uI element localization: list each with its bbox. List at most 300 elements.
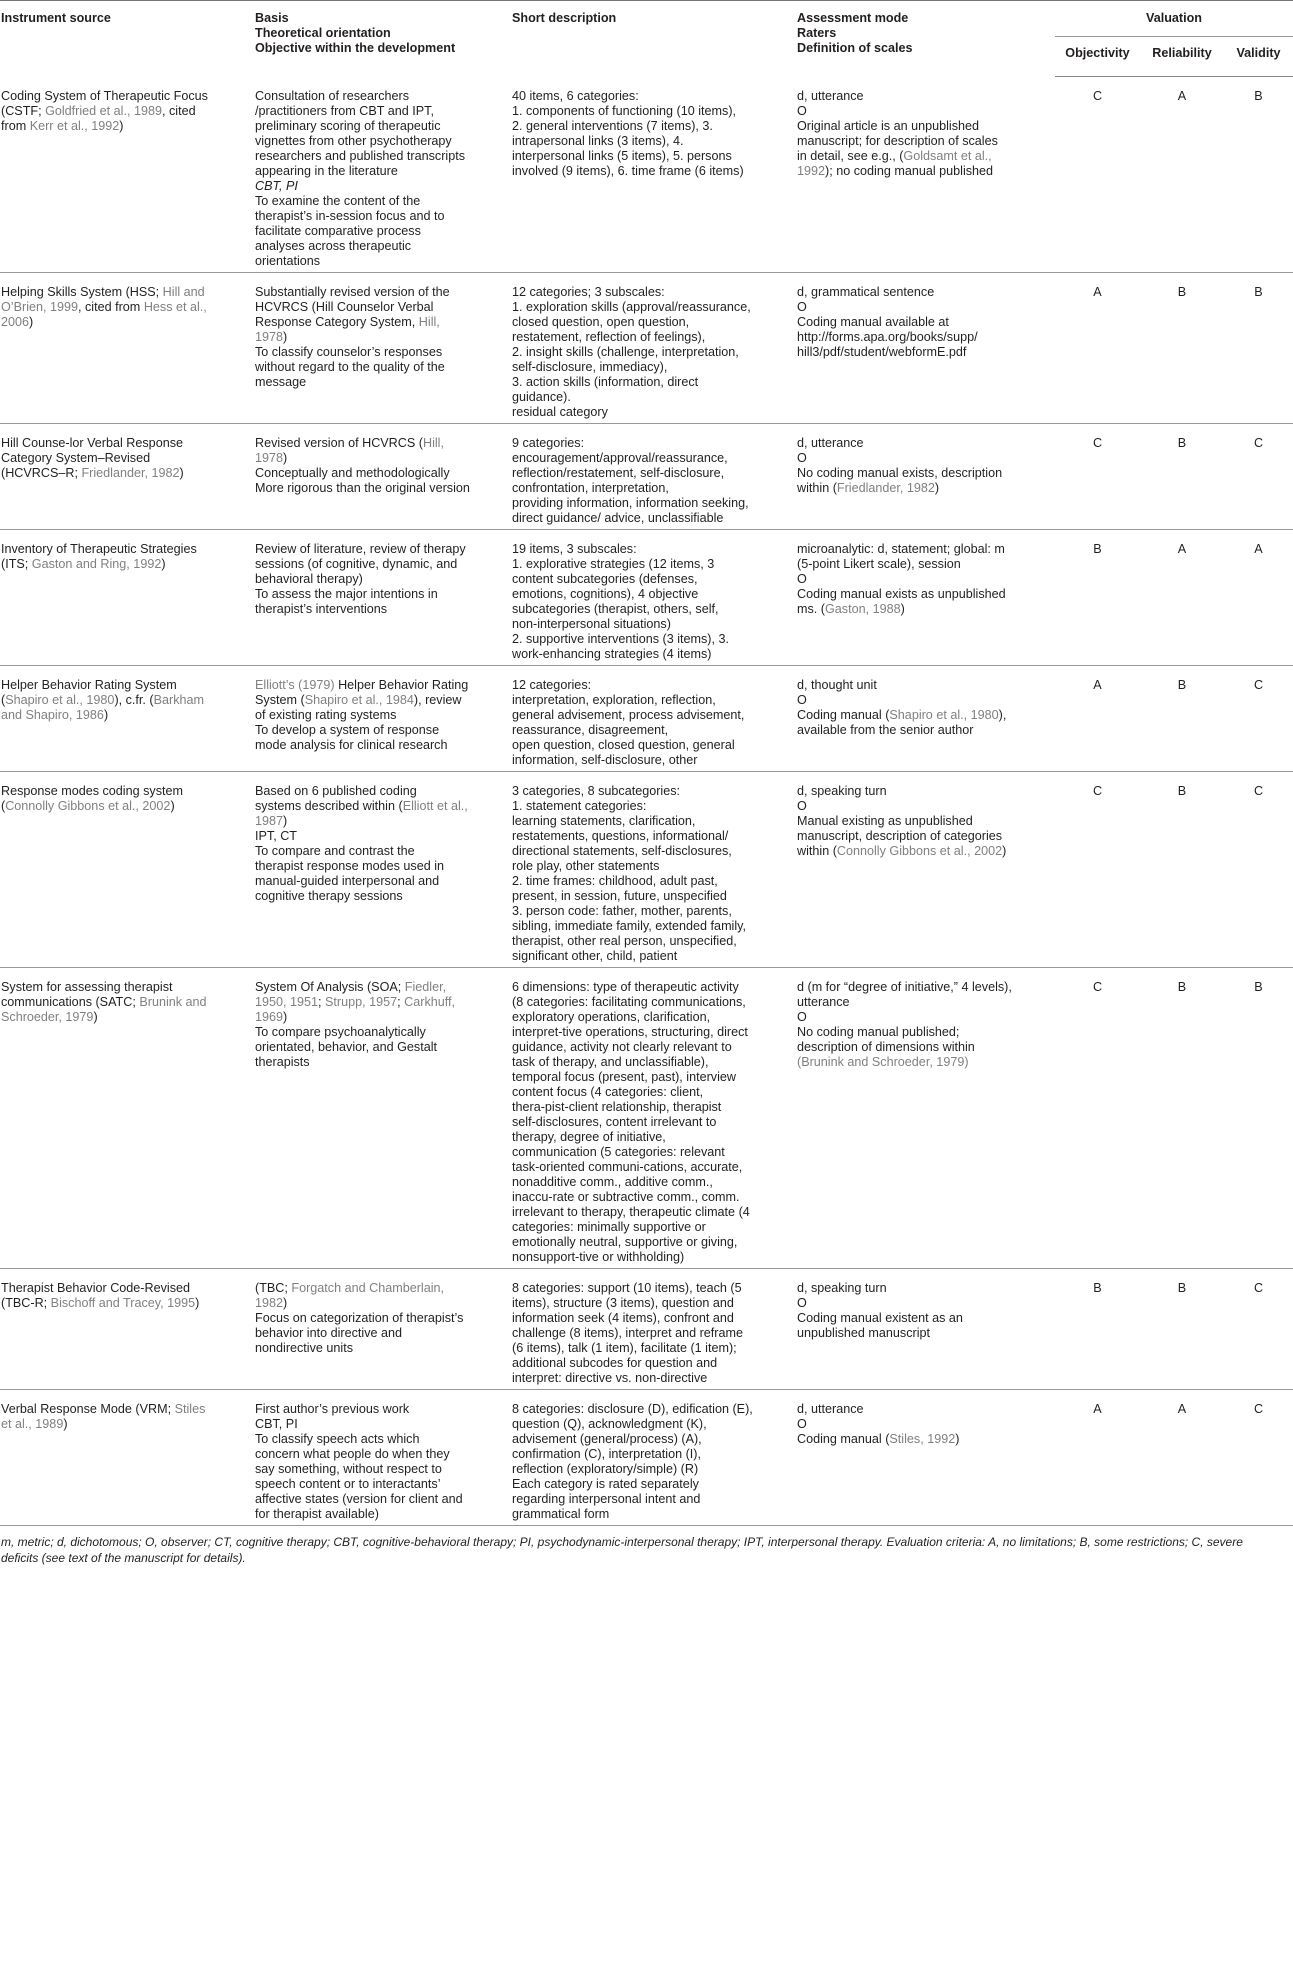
text-line: Each category is rated separately — [512, 1476, 699, 1491]
text-line — [797, 1326, 1045, 1341]
text-line — [797, 587, 1045, 602]
text-run: description of dimensions within — [797, 1039, 975, 1054]
text-line — [1, 1296, 241, 1311]
text-run: therapist response modes used in — [255, 858, 445, 873]
citation-link[interactable]: Strupp, 1957 — [325, 994, 398, 1009]
table-row — [0, 967, 1293, 1268]
text-run: O — [797, 1416, 807, 1431]
text-line — [1, 451, 241, 466]
text-line — [1, 1010, 241, 1025]
citation-link[interactable]: Hill and — [162, 284, 205, 299]
text-line: providing information, information seeking, — [512, 495, 749, 510]
text-line — [797, 330, 1045, 345]
text-run: Hill Counse-lor Verbal Response — [1, 435, 184, 450]
text-run: ) — [283, 450, 288, 465]
text-line: involved (9 items), 6. time frame (6 items) — [512, 163, 744, 178]
text-run: ) — [955, 1431, 960, 1446]
text-line — [1, 300, 241, 315]
text-line — [797, 164, 1045, 179]
text-run: ) — [934, 480, 940, 495]
text-run: Inventory of Therapeutic Strategies — [1, 541, 197, 556]
table-row — [0, 272, 1293, 423]
text-line: present, in session, future, unspecified — [512, 888, 727, 903]
citation-link[interactable]: Connolly Gibbons et al., 2002 — [5, 798, 171, 813]
col-header-validity: Validity — [1224, 37, 1293, 77]
text-line — [255, 784, 494, 799]
text-run: analyses across therapeutic — [255, 238, 412, 253]
citation-link[interactable]: Shapiro et al., 1980 — [889, 707, 999, 722]
text-line: challenge (8 items), interpret and reframe — [512, 1325, 743, 1340]
citation-link[interactable]: Goldsamt et al., — [903, 148, 992, 163]
text-line — [255, 194, 494, 209]
assessment-cell — [795, 665, 1055, 771]
assessment-cell — [795, 272, 1055, 423]
text-line: significant other, child, patient — [512, 948, 678, 963]
text-run: vignettes from other psychotherapy — [255, 133, 452, 148]
text-run: within ( — [797, 480, 837, 495]
col-header-assessment-mode: Assessment mode Raters Definition of scales — [795, 1, 1055, 77]
table-row — [0, 77, 1293, 273]
text-run: manual-guided interpersonal and — [255, 873, 440, 888]
text-line — [797, 784, 1045, 799]
text-run: concern what people do when they — [255, 1446, 450, 1461]
citation-link[interactable]: 1987 — [255, 813, 284, 828]
text-line: direct guidance/ advice, unclassifiable — [512, 510, 724, 525]
text-line — [255, 844, 494, 859]
objectivity-grade: C — [1055, 423, 1140, 529]
citation-link[interactable]: et al., 1989 — [1, 1416, 64, 1431]
text-line — [797, 814, 1045, 829]
text-run: message — [255, 374, 307, 389]
reliability-grade: B — [1140, 771, 1224, 967]
text-run: To classify speech acts which — [255, 1431, 420, 1446]
text-run: To develop a system of response — [255, 722, 440, 737]
text-run: orientations — [255, 253, 321, 268]
citation-link[interactable]: and Shapiro, 1986 — [1, 707, 104, 722]
text-run: , cited — [162, 103, 196, 118]
text-line: learning statements, clarification, — [512, 813, 696, 828]
text-run: Conceptually and methodologically — [255, 465, 450, 480]
objectivity-grade: A — [1055, 665, 1140, 771]
text-run: Manual existing as unpublished — [797, 813, 973, 828]
table-row — [0, 771, 1293, 967]
text-line: interpret-tive operations, structuring, direct — [512, 1024, 748, 1039]
text-run: O — [797, 1009, 807, 1024]
text-run: (HCVRCS–R; — [1, 465, 82, 480]
text-line — [255, 814, 494, 829]
text-line — [255, 995, 494, 1010]
text-line: 19 items, 3 subscales: — [512, 541, 637, 556]
text-line — [1, 1402, 241, 1417]
text-line: closed question, open question, — [512, 314, 690, 329]
reliability-grade: B — [1140, 423, 1224, 529]
text-line — [797, 1010, 1045, 1025]
text-line — [797, 134, 1045, 149]
text-line: work-enhancing strategies (4 items) — [512, 646, 712, 661]
text-line: communication (5 categories: relevant — [512, 1144, 725, 1159]
citation-link[interactable]: Elliott et al., — [402, 798, 468, 813]
text-line: advisement (general/process) (A), — [512, 1431, 702, 1446]
citation-link[interactable]: 1992 — [797, 163, 826, 178]
text-run: ) — [93, 1009, 98, 1024]
text-run: researchers and published transcripts — [255, 148, 466, 163]
text-run: O — [797, 571, 807, 586]
text-line: 9 categories: — [512, 435, 585, 450]
text-line: 2. supportive interventions (3 items), 3. — [512, 631, 729, 646]
text-run: preliminary scoring of therapeutic — [255, 118, 441, 133]
text-line — [1, 542, 241, 557]
text-line — [255, 738, 494, 753]
text-line — [255, 466, 494, 481]
text-line: self-disclosures, content irrelevant to — [512, 1114, 717, 1129]
text-line: therapist, other real person, unspecified, — [512, 933, 737, 948]
text-line — [255, 300, 494, 315]
citation-link[interactable]: Brunink and — [139, 994, 207, 1009]
text-run: ) — [283, 813, 288, 828]
text-line: 1. explorative strategies (12 items, 3 — [512, 556, 715, 571]
text-line — [255, 557, 494, 572]
text-line: therapy, degree of initiative, — [512, 1129, 666, 1144]
text-run: (ITS; — [1, 556, 32, 571]
text-line — [1, 119, 241, 134]
text-line — [797, 1432, 1045, 1447]
text-run: manuscript, description of categories — [797, 828, 1003, 843]
validity-grade: A — [1224, 529, 1293, 665]
instrument-cell — [0, 771, 253, 967]
text-line: role play, other statements — [512, 858, 660, 873]
citation-link[interactable]: Gaston, 1988 — [824, 601, 901, 616]
text-line: encouragement/approval/reassurance, — [512, 450, 728, 465]
validity-grade: C — [1224, 665, 1293, 771]
text-run: available from the senior author — [797, 722, 974, 737]
text-run: Response Category System, — [255, 314, 419, 329]
text-line — [1, 784, 241, 799]
table-row — [0, 1268, 1293, 1389]
text-line — [797, 89, 1045, 104]
text-run: O — [797, 1295, 807, 1310]
text-line — [797, 995, 1045, 1010]
citation-link[interactable]: Elliott’s (1979) — [255, 677, 335, 692]
citation-link[interactable]: Bischoff and Tracey, 1995 — [50, 1295, 196, 1310]
text-line — [797, 602, 1045, 617]
text-line — [255, 360, 494, 375]
text-line: grammatical form — [512, 1506, 610, 1521]
text-run: speech content or to interactants’ — [255, 1476, 441, 1491]
citation-link[interactable]: Hill, — [422, 435, 444, 450]
text-line — [1, 693, 241, 708]
text-run: appearing in the literature — [255, 163, 398, 178]
text-line — [1, 436, 241, 451]
text-run: ) — [179, 465, 184, 480]
citation-link[interactable]: Hess et al., — [143, 299, 207, 314]
citation-link[interactable]: 1982 — [255, 1295, 284, 1310]
citation-link[interactable]: Fiedler, — [404, 979, 447, 994]
text-run: To assess the major intentions in — [255, 586, 438, 601]
text-line — [255, 1462, 494, 1477]
text-run: /practitioners from CBT and IPT, — [255, 103, 434, 118]
text-line — [255, 330, 494, 345]
text-line — [797, 799, 1045, 814]
citation-link[interactable]: 1950, 1951 — [255, 994, 319, 1009]
text-run: affective states (version for client and — [255, 1491, 463, 1506]
reliability-grade: A — [1140, 529, 1224, 665]
text-run: Revised version of HCVRCS ( — [255, 435, 423, 450]
text-line — [797, 104, 1045, 119]
text-run: ), review — [413, 692, 462, 707]
citation-link[interactable]: 1969 — [255, 1009, 284, 1024]
reliability-grade: B — [1140, 967, 1224, 1268]
text-line: confirmation (C), interpretation (I), — [512, 1446, 701, 1461]
citation-link[interactable]: 1978 — [255, 329, 284, 344]
text-line: restatements, questions, informational/ — [512, 828, 729, 843]
citation-link[interactable]: Shapiro et al., 1984 — [304, 692, 414, 707]
text-run: Coding manual existent as an — [797, 1310, 963, 1325]
citation-link[interactable]: Friedlander, 1982 — [81, 465, 180, 480]
text-run: Verbal Response Mode (VRM; — [1, 1401, 175, 1416]
text-run: therapist’s interventions — [255, 601, 388, 616]
text-line — [797, 149, 1045, 164]
validity-grade: C — [1224, 1389, 1293, 1525]
text-line — [255, 345, 494, 360]
basis-cell — [253, 529, 510, 665]
text-line — [1, 557, 241, 572]
text-line — [255, 209, 494, 224]
text-line: restatement, reflection of feelings), — [512, 329, 706, 344]
table-footnote: m, metric; d, dichotomous; O, observer; CT, cognitive therapy; CBT, cognitive-behavioral therapy; PI, psychodynamic-interpersonal therapy; IPT, interpersonal therapy. Evaluation criteria: A, no limitations; B, some restrictions; C, severe deficits (see text of the manuscript for details). — [1, 1534, 1243, 1565]
text-run: d, grammatical sentence — [797, 284, 935, 299]
objectivity-grade: C — [1055, 967, 1140, 1268]
text-line: reflection/restatement, self-disclosure, — [512, 465, 725, 480]
text-line — [1, 89, 241, 104]
text-run: ; — [397, 994, 405, 1009]
citation-link[interactable]: Gaston and Ring, 1992 — [31, 556, 162, 571]
citation-link[interactable]: Stiles, 1992 — [889, 1431, 956, 1446]
text-line — [255, 1055, 494, 1070]
text-line: reflection (exploratory/simple) (R) — [512, 1461, 699, 1476]
text-line — [255, 436, 494, 451]
text-run: Review of literature, review of therapy — [255, 541, 466, 556]
text-line: subcategories (therapist, others, self, — [512, 601, 719, 616]
instrument-cell — [0, 665, 253, 771]
text-run: systems described within ( — [255, 798, 403, 813]
text-run: utterance — [797, 994, 850, 1009]
text-run: ); no coding manual published — [825, 163, 994, 178]
text-line — [797, 345, 1045, 360]
col-header-instrument-source: Instrument source — [0, 1, 253, 77]
citation-link[interactable]: Barkham — [153, 692, 205, 707]
text-line — [797, 1040, 1045, 1055]
text-line — [255, 723, 494, 738]
description-cell — [510, 665, 795, 771]
text-run: ), — [998, 707, 1007, 722]
text-run: unpublished manuscript — [797, 1325, 931, 1340]
citation-link[interactable]: 1978 — [255, 450, 284, 465]
citation-link[interactable]: Stiles — [174, 1401, 206, 1416]
text-line — [1, 285, 241, 300]
text-line — [255, 104, 494, 119]
text-run: (5-point Likert scale), session — [797, 556, 961, 571]
text-line — [255, 542, 494, 557]
description-cell — [510, 423, 795, 529]
reliability-grade: A — [1140, 77, 1224, 273]
text-line: self-disclosure, immediacy), — [512, 359, 668, 374]
validity-grade: B — [1224, 967, 1293, 1268]
reliability-grade: B — [1140, 665, 1224, 771]
text-line: general advisement, process advisement, — [512, 707, 745, 722]
text-line — [1, 980, 241, 995]
text-run: ) — [63, 1416, 68, 1431]
text-line — [797, 1296, 1045, 1311]
text-line: 8 categories: support (10 items), teach (5 — [512, 1280, 742, 1295]
text-line: 2. time frames: childhood, adult past, — [512, 873, 718, 888]
text-run: of existing rating systems — [255, 707, 397, 722]
text-line — [797, 481, 1045, 496]
citation-link[interactable]: Connolly Gibbons et al., 2002 — [836, 843, 1003, 858]
text-line — [255, 829, 494, 844]
assessment-cell — [795, 77, 1055, 273]
text-line — [255, 1326, 494, 1341]
text-line — [255, 1507, 494, 1522]
text-line: items), structure (3 items), question and — [512, 1295, 734, 1310]
validity-grade: B — [1224, 272, 1293, 423]
text-line: 2. insight skills (challenge, interpretation, — [512, 344, 739, 359]
text-line: 1. exploration skills (approval/reassurance, — [512, 299, 751, 314]
text-run: Helper Behavior Rating — [334, 677, 469, 692]
text-line — [797, 678, 1045, 693]
text-line — [1, 104, 241, 119]
text-line — [255, 285, 494, 300]
text-run: ms. ( — [797, 601, 825, 616]
validity-grade: B — [1224, 77, 1293, 273]
text-run: Based on 6 published coding — [255, 783, 417, 798]
citation-link[interactable]: O’Brien, 1999 — [1, 299, 79, 314]
text-line — [797, 723, 1045, 738]
text-line: task-oriented communi-cations, accurate, — [512, 1159, 743, 1174]
text-run: say something, without respect to — [255, 1461, 442, 1476]
text-run: More rigorous than the original version — [255, 480, 470, 495]
text-run: d, speaking turn — [797, 1280, 887, 1295]
text-line: 3 categories, 8 subcategories: — [512, 783, 681, 798]
text-line: 40 items, 6 categories: — [512, 88, 639, 103]
text-line: reassurance, disagreement, — [512, 722, 669, 737]
citation-link[interactable]: Hill, — [418, 314, 440, 329]
text-run: nondirective units — [255, 1340, 354, 1355]
text-run: To compare psychoanalytically — [255, 1024, 426, 1039]
text-line — [797, 1402, 1045, 1417]
text-run: communications (SATC; — [1, 994, 140, 1009]
citation-link[interactable]: Shapiro et al., 1980 — [5, 692, 115, 707]
text-run: To compare and contrast the — [255, 843, 415, 858]
text-run: Coding manual ( — [797, 707, 890, 722]
table-row — [0, 529, 1293, 665]
citation-link[interactable]: Friedlander, 1982 — [836, 480, 935, 495]
text-run: To classify counselor’s responses — [255, 344, 443, 359]
text-line — [255, 1402, 494, 1417]
basis-cell — [253, 665, 510, 771]
description-cell — [510, 529, 795, 665]
instrument-cell — [0, 529, 253, 665]
text-run: cognitive therapy sessions — [255, 888, 403, 903]
text-line — [255, 1311, 494, 1326]
text-line — [797, 315, 1045, 330]
description-cell — [510, 1389, 795, 1525]
text-line: 12 categories: — [512, 677, 592, 692]
text-line — [255, 1281, 494, 1296]
text-line — [255, 799, 494, 814]
text-line: regarding interpersonal intent and — [512, 1491, 701, 1506]
citation-link[interactable]: Goldfried et al., 1989 — [45, 103, 162, 118]
citation-link[interactable]: Carkhuff, — [404, 994, 456, 1009]
text-line — [797, 451, 1045, 466]
text-run: d, utterance — [797, 88, 864, 103]
text-run: in detail, see e.g., ( — [797, 148, 904, 163]
text-line: irrelevant to therapy, therapeutic climate (4 — [512, 1204, 750, 1219]
validity-grade: C — [1224, 771, 1293, 967]
text-line — [255, 89, 494, 104]
text-line: information seek (4 items), confront and — [512, 1310, 734, 1325]
text-line — [797, 572, 1045, 587]
text-line: interpretation, exploration, reflection, — [512, 692, 716, 707]
col-header-basis: Basis Theoretical orientation Objective within the development — [253, 1, 510, 77]
citation-link[interactable]: Kerr et al., 1992 — [29, 118, 120, 133]
assessment-cell — [795, 1268, 1055, 1389]
text-line — [255, 874, 494, 889]
text-line: temporal focus (present, past), interview — [512, 1069, 736, 1084]
description-cell — [510, 77, 795, 273]
text-run: sessions (of cognitive, dynamic, and — [255, 556, 458, 571]
basis-cell — [253, 771, 510, 967]
text-run: (CSTF; — [1, 103, 46, 118]
text-run: Coding manual ( — [797, 1431, 890, 1446]
objectivity-grade: A — [1055, 1389, 1140, 1525]
instrument-cell — [0, 967, 253, 1268]
text-line: 1. components of functioning (10 items), — [512, 103, 737, 118]
text-line — [255, 859, 494, 874]
text-line — [797, 557, 1045, 572]
citation-link[interactable]: (Brunink and Schroeder, 1979) — [797, 1054, 969, 1069]
text-line — [255, 315, 494, 330]
text-line — [255, 1492, 494, 1507]
text-run: O — [797, 798, 807, 813]
text-line — [1, 466, 241, 481]
text-line: 3. action skills (information, direct — [512, 374, 699, 389]
validity-grade: C — [1224, 1268, 1293, 1389]
col-header-short-description: Short description — [510, 1, 795, 77]
text-run: Coding manual exists as unpublished — [797, 586, 1006, 601]
citation-link[interactable]: 2006 — [1, 314, 30, 329]
text-run: d, speaking turn — [797, 783, 887, 798]
col-header-objectivity: Objectivity — [1055, 37, 1140, 77]
text-line — [1, 678, 241, 693]
text-run: d, utterance — [797, 435, 864, 450]
citation-link[interactable]: Forgatch and Chamberlain, — [291, 1280, 444, 1295]
reliability-grade: B — [1140, 1268, 1224, 1389]
text-line — [255, 678, 494, 693]
basis-cell — [253, 1268, 510, 1389]
text-run: Helper Behavior Rating System — [1, 677, 177, 692]
text-line: confrontation, interpretation, — [512, 480, 669, 495]
text-line: 2. general interventions (7 items), 3. — [512, 118, 713, 133]
text-run: System ( — [255, 692, 305, 707]
text-line — [255, 889, 494, 904]
text-line — [797, 300, 1045, 315]
text-run: ) — [119, 118, 124, 133]
text-line — [797, 436, 1045, 451]
text-line: residual category — [512, 404, 608, 419]
text-run: (TBC; — [255, 1280, 292, 1295]
text-line: question (Q), acknowledgment (K), — [512, 1416, 707, 1431]
citation-link[interactable]: Schroeder, 1979 — [1, 1009, 94, 1024]
